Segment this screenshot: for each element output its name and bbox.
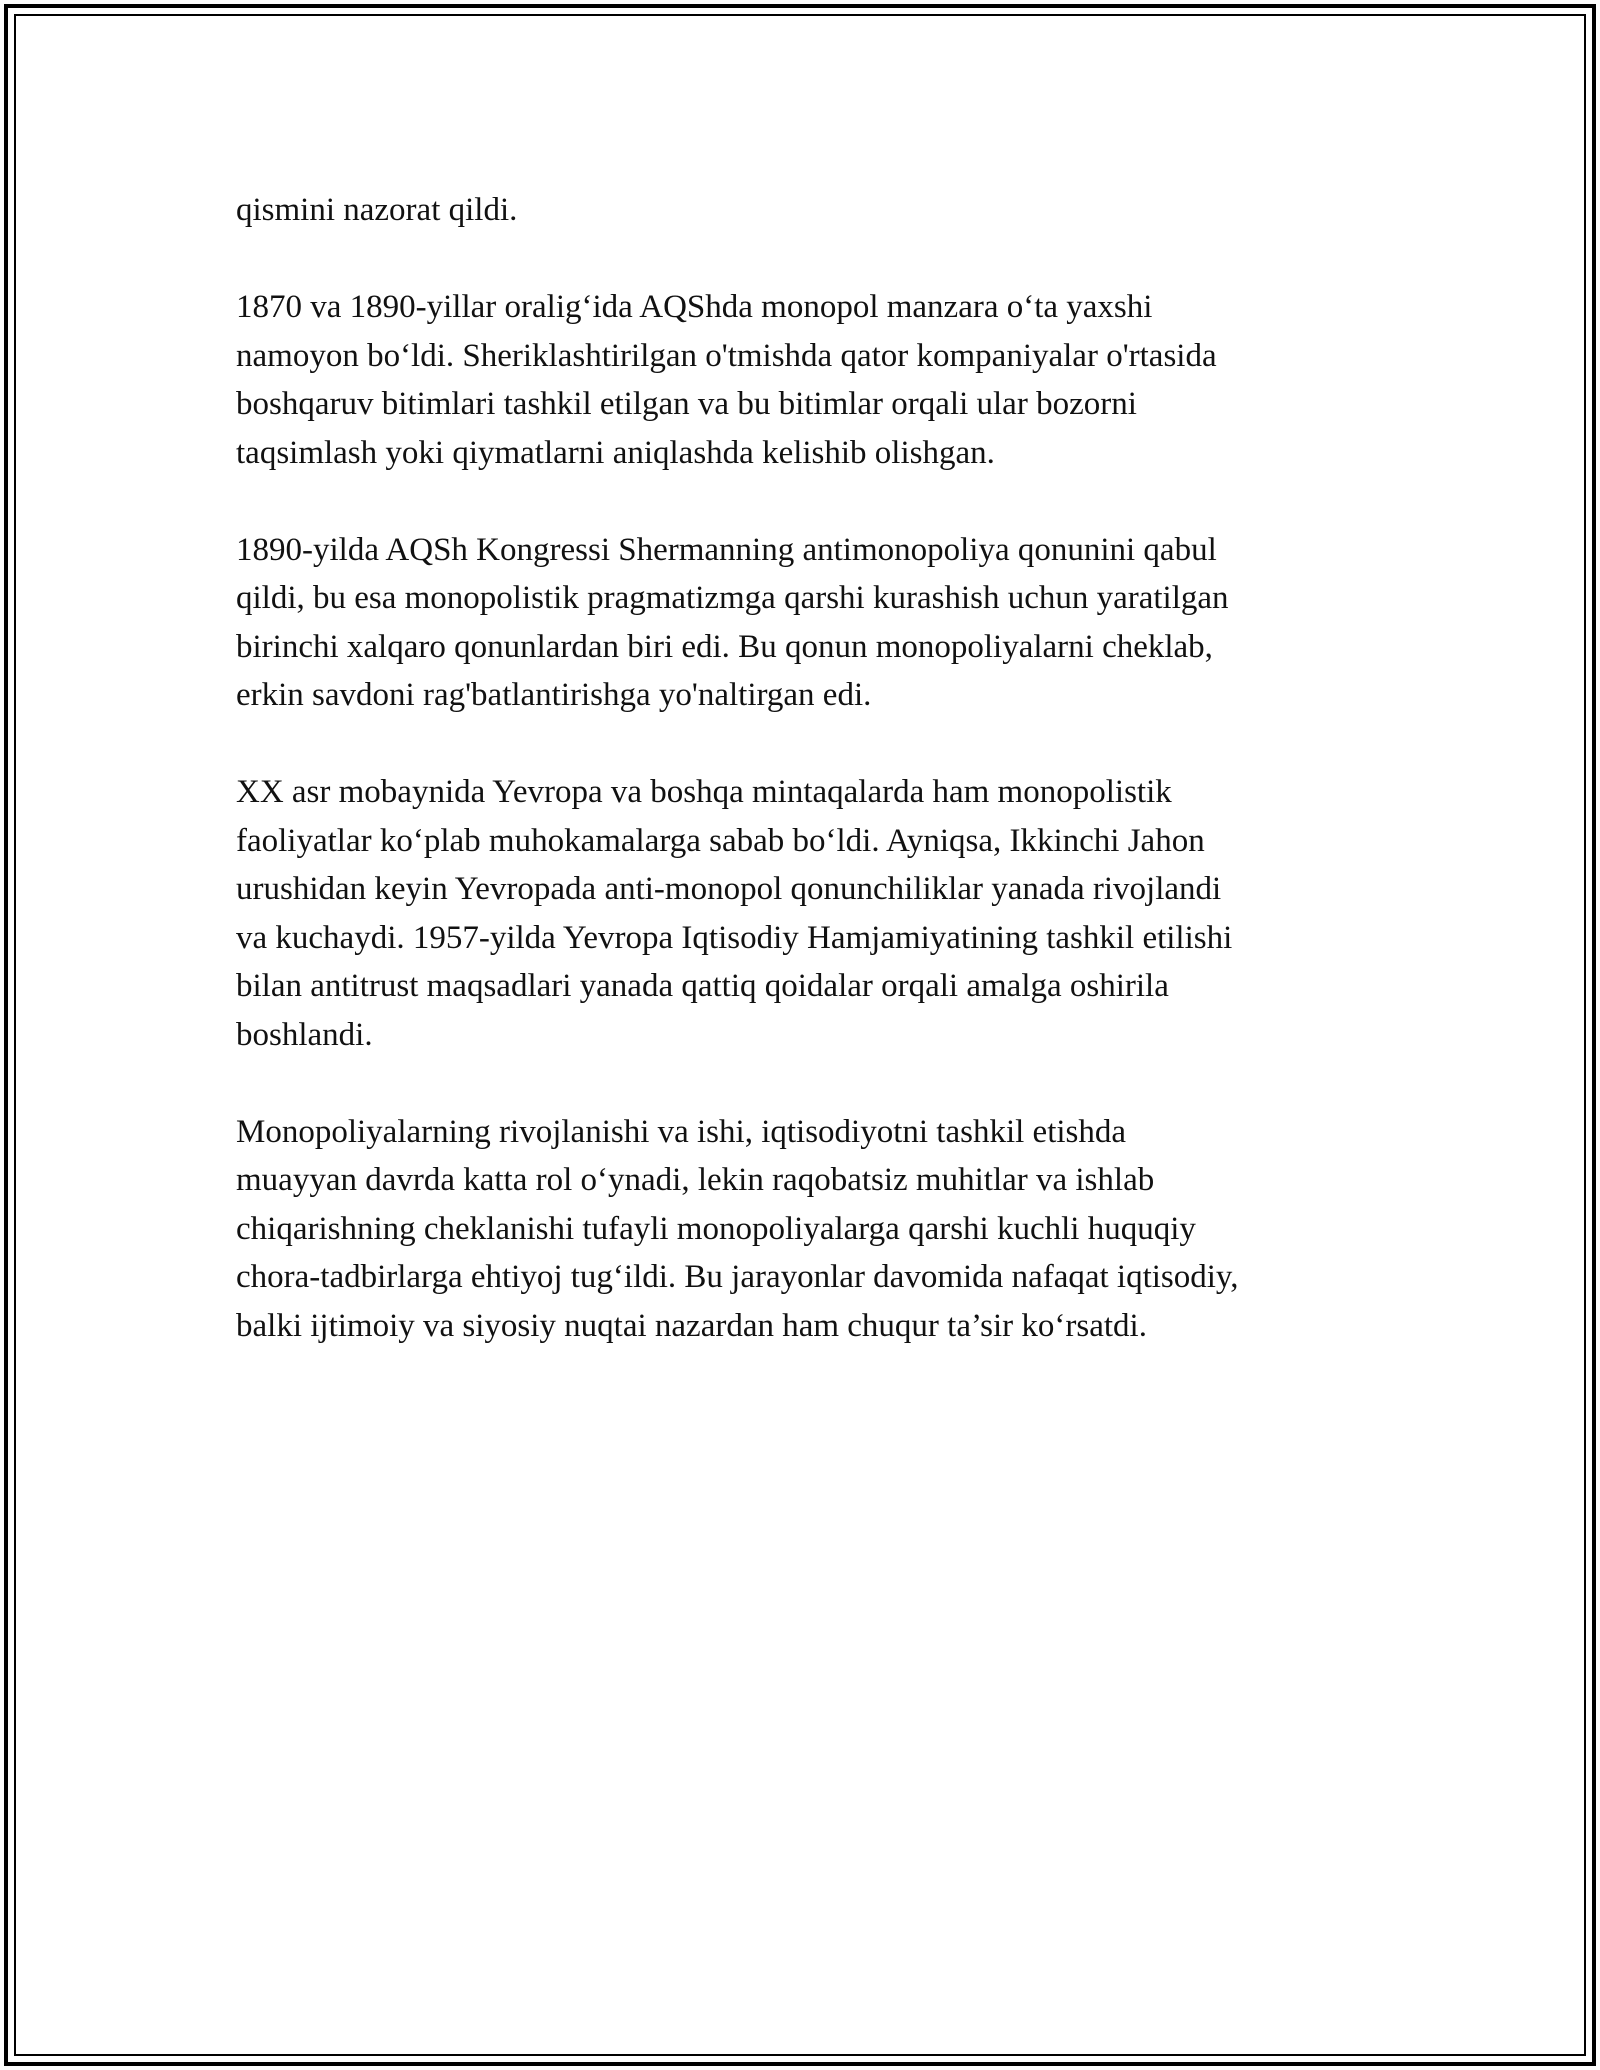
paragraph: qismini nazorat qildi. bbox=[236, 192, 518, 228]
paragraph: 1870 va 1890-yillar oralig‘ida AQShda monopol manzara o‘ta yaxshi namoyon bo‘ldi. Sheriklashtirilgan o'tmishda qator kompaniyalar o'rtasida boshqaruv bitimlari tashkil etilgan va bu bitimlar orqali ular bozorni taqsimlash yoki qiymatlarni aniqlashda kelishib olishgan. bbox=[236, 289, 1217, 471]
document-body bbox=[236, 186, 1366, 1399]
paragraph: XX asr mobaynida Yevropa va boshqa mintaqalarda ham monopolistik faoliyatlar ko‘plab muhokamalarga sabab bo‘ldi. Ayniqsa, Ikkinchi Jahon urushidan keyin Yevropada anti-monopol qonunchiliklar yanada rivojlandi va kuchaydi. 1957-yilda Yevropa Iqtisodiy Hamjamiyatining tashkil etilishi bilan antitrust maqsadlari yanada qattiq qoidalar orqali amalga oshirila boshlandi. bbox=[236, 774, 1233, 1053]
paragraph: 1890-yilda AQSh Kongressi Shermanning antimonopoliya qonunini qabul qildi, bu esa monopolistik pragmatizmga qarshi kurashish uchun yaratilgan birinchi xalqaro qonunlardan biri edi. Bu qonun monopoliyalarni cheklab, erkin savdoni rag'batlantirishga yo'naltirgan edi. bbox=[236, 531, 1229, 713]
paragraph: Monopoliyalarning rivojlanishi va ishi, iqtisodiyotni tashkil etishda muayyan davrda katta rol o‘ynadi, lekin raqobatsiz muhitlar va ishlab chiqarishning cheklanishi tufayli monopoliyalarga qarshi kuchli huquqiy chora-tadbirlarga ehtiyoj tug‘ildi. Bu jarayonlar davomida nafaqat iqtisodiy, balki ijtimoiy va siyosiy nuqtai nazardan ham chuqur ta’sir ko‘rsatdi. bbox=[236, 1113, 1239, 1344]
